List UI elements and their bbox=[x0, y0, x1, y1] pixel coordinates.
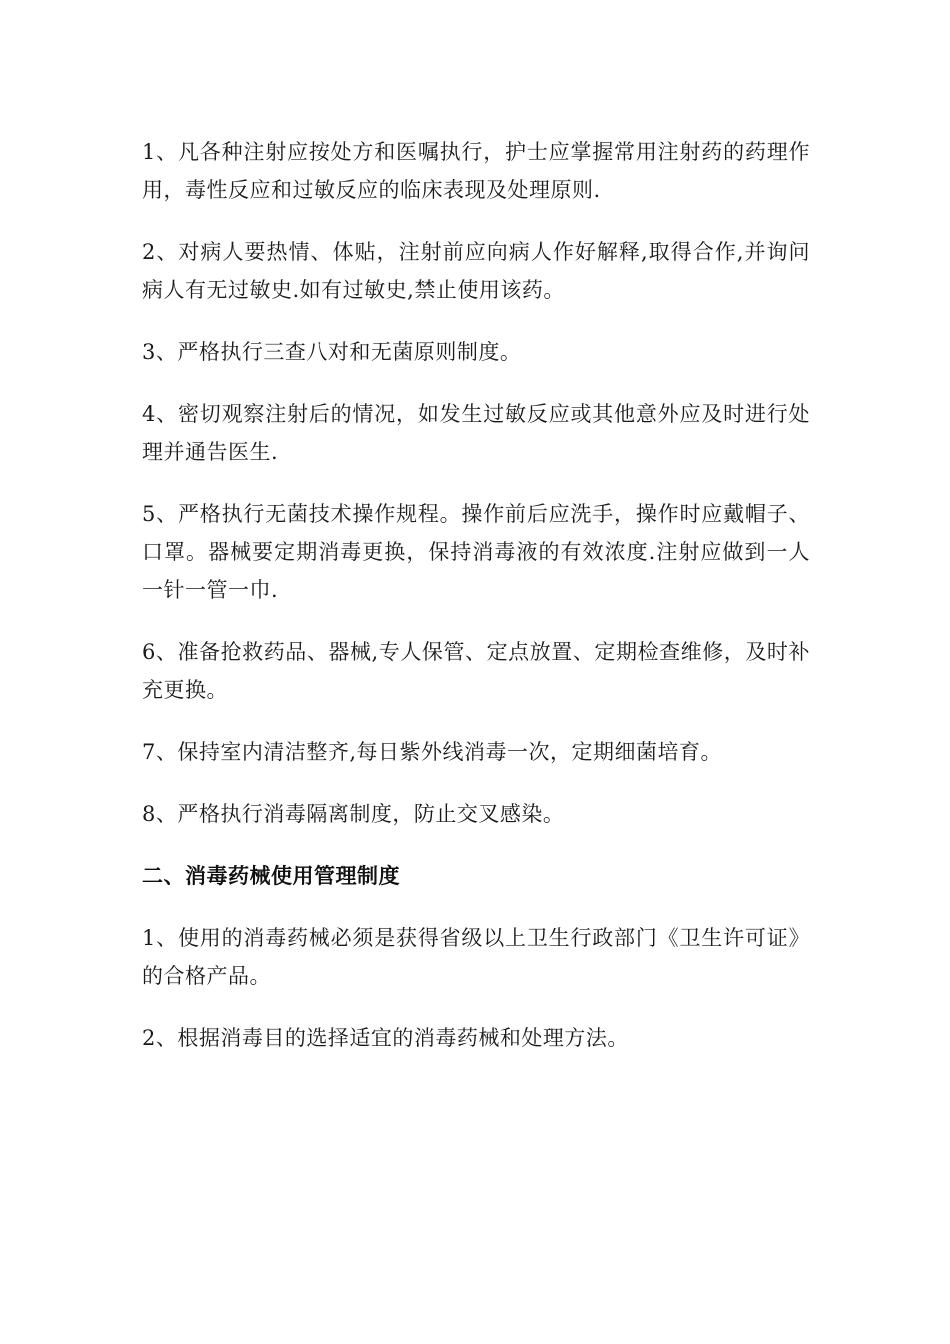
section2-paragraph-2: 2、根据消毒目的选择适宜的消毒药械和处理方法。 bbox=[142, 1026, 629, 1050]
document-body bbox=[142, 133, 810, 1081]
paragraph-7: 7、保持室内清洁整齐,每日紫外线消毒一次，定期细菌培育。 bbox=[142, 740, 723, 764]
paragraph-4: 4、密切观察注射后的情况，如发生过敏反应或其他意外应及时进行处理并通告医生. bbox=[142, 402, 810, 464]
paragraph-3: 3、严格执行三查八对和无菌原则制度。 bbox=[142, 340, 522, 364]
paragraph-6: 6、准备抢救药品、器械,专人保管、定点放置、定期检查维修，及时补充更换。 bbox=[142, 640, 810, 702]
paragraph-1: 1、凡各种注射应按处方和医嘱执行，护士应掌握常用注射药的药理作用，毒性反应和过敏反应的临床表现及处理原则. bbox=[142, 140, 810, 202]
paragraph-2: 2、对病人要热情、体贴，注射前应向病人作好解释,取得合作,并询问病人有无过敏史.如有过敏史,禁止使用该药。 bbox=[142, 240, 810, 302]
section-heading: 二、消毒药械使用管理制度 bbox=[142, 864, 400, 888]
section2-paragraph-1: 1、使用的消毒药械必须是获得省级以上卫生行政部门《卫生许可证》的合格产品。 bbox=[142, 926, 810, 988]
paragraph-8: 8、严格执行消毒隔离制度，防止交叉感染。 bbox=[142, 802, 565, 826]
paragraph-5: 5、严格执行无菌技术操作规程。操作前后应洗手，操作时应戴帽子、口罩。器械要定期消毒更换，保持消毒液的有效浓度.注射应做到一人一针一管一巾. bbox=[142, 502, 810, 602]
